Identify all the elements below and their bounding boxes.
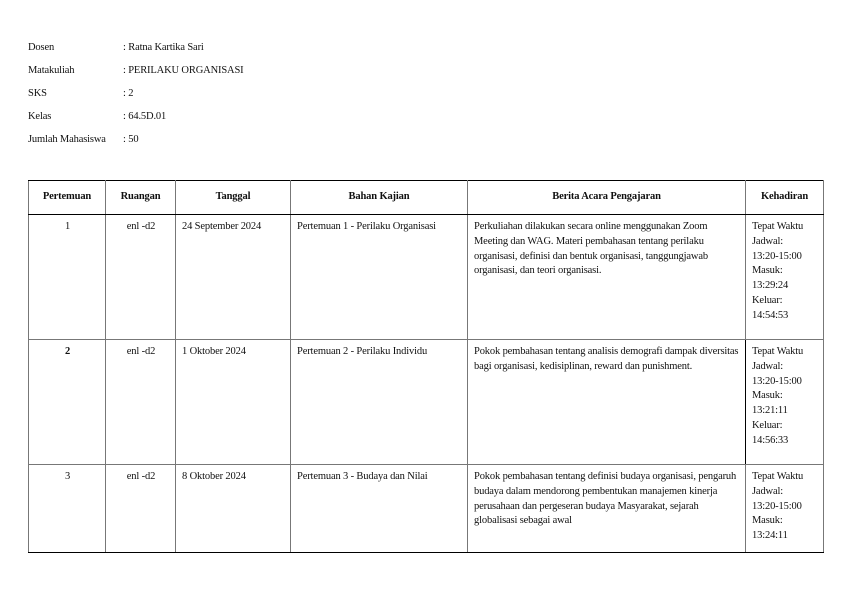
cell-tanggal: 1 Oktober 2024	[176, 340, 291, 465]
header-pertemuan: Pertemuan	[29, 181, 106, 215]
cell-berita-acara: Perkuliahan dilakukan secara online menggunakan Zoom Meeting dan WAG. Materi pembahasan tentang perilaku organisasi, definisi dan bentuk organisasi, tanggungjawab organisasi, dan teori organisasi.	[468, 215, 746, 340]
cell-pertemuan: 3	[29, 465, 106, 553]
cell-berita-acara: Pokok pembahasan tentang definisi budaya organisasi, pengaruh budaya dalam mendorong pembentukan manajemen kinerja perusahaan dan pergeseran budaya Masyarakat, sejarah globalisasi sebagai awal	[468, 465, 746, 553]
info-value: : 50	[123, 134, 139, 145]
cell-tanggal: 24 September 2024	[176, 215, 291, 340]
table-row	[29, 465, 824, 553]
table-row	[29, 340, 824, 465]
info-label: SKS	[28, 88, 47, 99]
info-row-sks	[28, 88, 244, 111]
table-header-row	[29, 181, 824, 215]
info-value: : 64.5D.01	[123, 111, 167, 122]
attendance-table	[28, 180, 824, 553]
cell-ruangan: enl -d2	[106, 465, 176, 553]
info-label: Dosen	[28, 42, 55, 53]
kehadiran-masuk-value: 13:21:11	[752, 405, 788, 417]
course-info	[28, 42, 244, 157]
kehadiran-keluar-value: 14:54:53	[752, 309, 789, 321]
kehadiran-jadwal-label: Jadwal:	[752, 360, 784, 372]
info-row-dosen	[28, 42, 244, 65]
info-value: : Ratna Kartika Sari	[123, 42, 204, 53]
kehadiran-masuk-value: 13:24:11	[752, 530, 788, 542]
cell-tanggal: 8 Oktober 2024	[176, 465, 291, 553]
kehadiran-masuk-label: Masuk:	[752, 265, 783, 277]
kehadiran-status: Tepat Waktu	[752, 221, 804, 232]
cell-berita-acara: Pokok pembahasan tentang analisis demografi dampak diversitas bagi organisasi, kedisiplinan, reward dan punishment.	[468, 340, 746, 465]
cell-ruangan: enl -d2	[106, 215, 176, 340]
cell-kehadiran	[746, 215, 824, 340]
header-berita-acara: Berita Acara Pengajaran	[468, 181, 746, 215]
kehadiran-jadwal-value: 13:20-15:00	[752, 250, 802, 262]
kehadiran-keluar-label: Keluar:	[752, 294, 783, 306]
header-kehadiran: Kehadiran	[746, 181, 824, 215]
info-label: Jumlah Mahasiswa	[28, 134, 106, 145]
info-value: : PERILAKU ORGANISASI	[123, 65, 244, 76]
cell-pertemuan: 2	[29, 340, 106, 465]
header-bahan-kajian: Bahan Kajian	[291, 181, 468, 215]
kehadiran-status: Tepat Waktu	[752, 346, 804, 357]
cell-bahan-kajian: Pertemuan 3 - Budaya dan Nilai	[291, 465, 468, 553]
kehadiran-keluar-label: Keluar:	[752, 419, 783, 431]
kehadiran-masuk-value: 13:29:24	[752, 280, 789, 292]
info-row-matakuliah	[28, 65, 244, 88]
kehadiran-jadwal-value: 13:20-15:00	[752, 500, 802, 512]
cell-ruangan: enl -d2	[106, 340, 176, 465]
info-label: Matakuliah	[28, 65, 75, 76]
kehadiran-jadwal-label: Jadwal:	[752, 235, 784, 247]
header-tanggal: Tanggal	[176, 181, 291, 215]
cell-kehadiran	[746, 465, 824, 553]
info-row-kelas	[28, 111, 244, 134]
table-row	[29, 215, 824, 340]
cell-bahan-kajian: Pertemuan 1 - Perilaku Organisasi	[291, 215, 468, 340]
info-label: Kelas	[28, 111, 52, 122]
cell-pertemuan: 1	[29, 215, 106, 340]
kehadiran-masuk-label: Masuk:	[752, 390, 783, 402]
info-row-jumlah-mahasiswa	[28, 134, 244, 157]
kehadiran-keluar-value: 14:56:33	[752, 434, 789, 446]
cell-kehadiran	[746, 340, 824, 465]
cell-bahan-kajian: Pertemuan 2 - Perilaku Individu	[291, 340, 468, 465]
kehadiran-status: Tepat Waktu	[752, 471, 804, 482]
kehadiran-jadwal-value: 13:20-15:00	[752, 375, 802, 387]
header-ruangan: Ruangan	[106, 181, 176, 215]
info-value: : 2	[123, 88, 134, 99]
kehadiran-masuk-label: Masuk:	[752, 515, 783, 527]
kehadiran-jadwal-label: Jadwal:	[752, 485, 784, 497]
